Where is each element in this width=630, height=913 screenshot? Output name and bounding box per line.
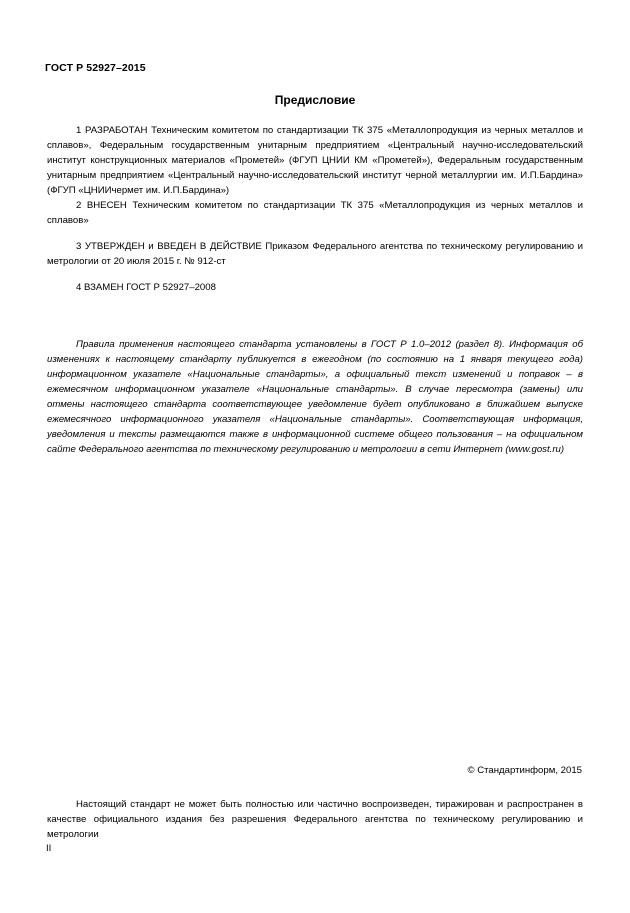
page-number: II — [46, 843, 52, 854]
document-code-header: ГОСТ Р 52927–2015 — [45, 62, 146, 74]
standard-application-notice: Правила применения настоящего стандарта установлены в ГОСТ Р 1.0–2012 (раздел 8). Информация об изменениях к настоящему стандарту публикуется в ежегодном (по состоянию на 1 января текущего года) информационном указателе «Национальные стандарты», а официальный текст изменений и поправок – в ежемесячном информационном указателе «Национальные стандарты». В случае пересмотра (замены) или отмены настоящего стандарта соответствующее уведомление будет опубликовано в ближайшем выпуске ежемесячного информационного указателя «Национальные стандарты». Соответствующая информация, уведомления и тексты размещаются также в информационной системе общего пользования – на официальном сайте Федерального агентства по техническому регулированию и метрологии в сети Интернет (www.gost.ru) — [47, 339, 583, 455]
reproduction-notice: Настоящий стандарт не может быть полностью или частично воспроизведен, тиражирован и распространен в качестве официального издания без разрешения Федерального агентства по техническому регулированию и метрологии — [47, 799, 583, 840]
foreword-title: Предисловие — [274, 93, 356, 107]
foreword-item-2: 2 ВНЕСЕН Техническим комитетом по стандартизации ТК 375 «Металлопродукция из черных металлов и сплавов» — [47, 200, 583, 226]
foreword-item-4: 4 ВЗАМЕН ГОСТ Р 52927–2008 — [76, 282, 216, 293]
copyright-line: © Стандартинформ, 2015 — [467, 765, 582, 776]
foreword-item-3: 3 УТВЕРЖДЕН и ВВЕДЕН В ДЕЙСТВИЕ Приказом Федерального агентства по техническому регулированию и метрологии от 20 июля 2015 г. № 912-ст — [47, 241, 583, 267]
foreword-item-1: 1 РАЗРАБОТАН Техническим комитетом по стандартизации ТК 375 «Металлопродукция из черных металлов и сплавов», Федеральным государственным унитарным предприятием «Центральный научно-исследовательский институт конструкционных материалов «Прометей» (ФГУП ЦНИИ КМ «Прометей»), Федеральным государственным унитарным предприятием «Центральный научно-исследовательский институт черной металлургии им. И.П.Бардина» (ФГУП «ЦНИИчермет им. И.П.Бардина») — [47, 125, 583, 196]
